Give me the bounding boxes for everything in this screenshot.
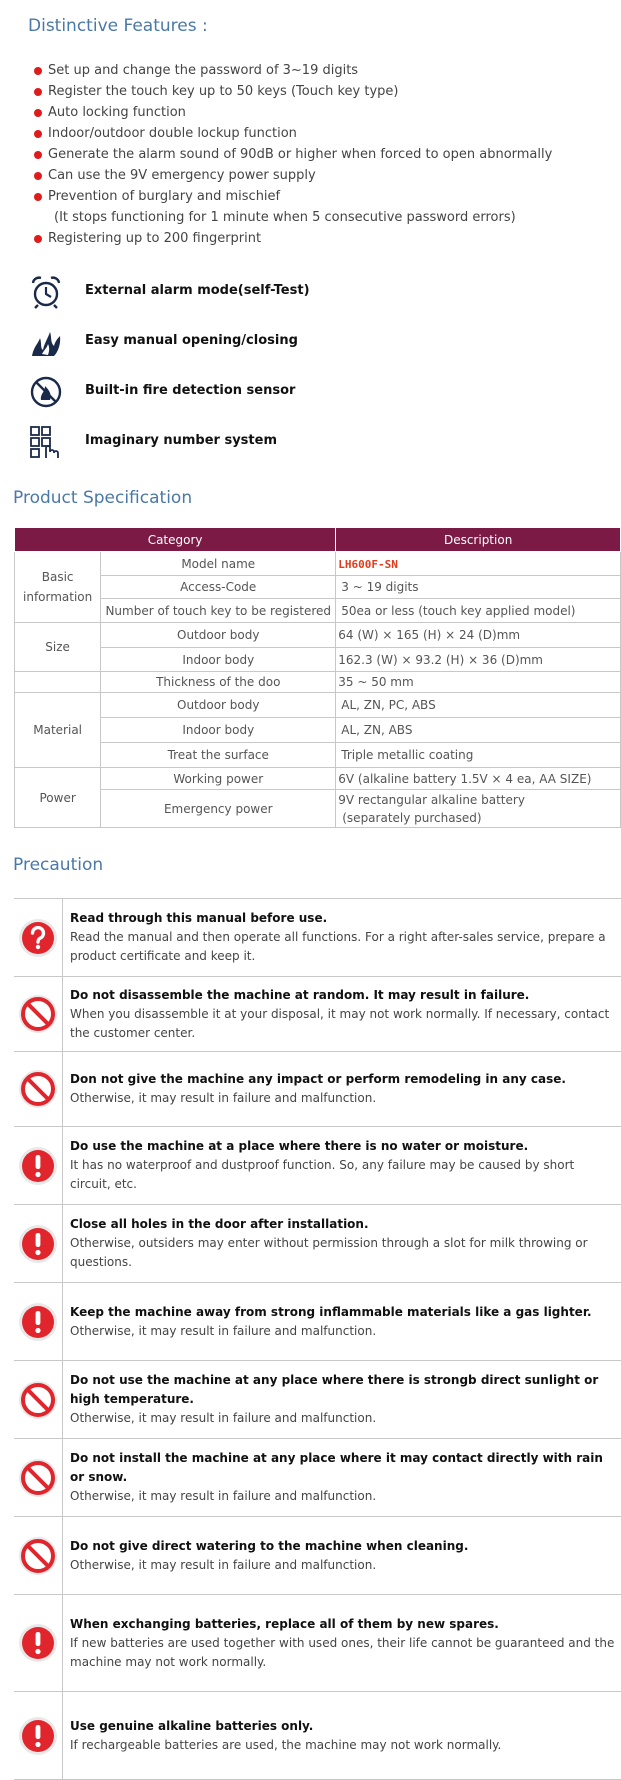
warning-icon (17, 1622, 59, 1664)
precaution-icon-cell (14, 1283, 63, 1360)
precaution-body: Otherwise, it may result in failure and malfunction. (70, 1411, 377, 1425)
precaution-title: Do use the machine at a place where there is no water or moisture. (70, 1139, 529, 1153)
alarm-clock-icon (28, 274, 64, 310)
row-label: Working power (101, 768, 336, 790)
fire-sensor-icon (28, 374, 64, 410)
bullet-icon (34, 88, 42, 96)
precaution-icon-cell (14, 1052, 63, 1126)
precaution-icon-cell (14, 1595, 63, 1691)
model-name-value: LH600F-SN (338, 557, 398, 571)
precaution-icon-cell (14, 1205, 63, 1282)
row-value: (separately purchased) (342, 810, 482, 825)
precaution-title: Use genuine alkaline batteries only. (70, 1718, 314, 1733)
table-row (15, 718, 621, 743)
row-value: 9V rectangular alkaline battery (338, 792, 525, 807)
precaution-item (14, 1517, 621, 1595)
group-power: Power (15, 768, 101, 828)
precaution-item (14, 1692, 621, 1780)
table-row (15, 743, 621, 768)
function-item-manual (28, 322, 588, 362)
precaution-body: Otherwise, outsiders may enter without permission through a slot for milk throwing or questions. (70, 1236, 588, 1269)
precaution-item (14, 1283, 621, 1361)
precaution-title: Do not install the machine at any place where it may contact directly with rain or snow. (70, 1451, 603, 1484)
precaution-icon-cell (14, 977, 63, 1051)
row-value: AL, ZN, ABS (336, 718, 621, 743)
list-item: Prevention of burglary and mischief (34, 186, 552, 207)
row-label: Number of touch key to be registered (101, 599, 336, 623)
precaution-item (14, 899, 621, 977)
row-label: Outdoor body (101, 693, 336, 718)
table-row (15, 552, 621, 576)
row-label: Indoor body (101, 718, 336, 743)
group-material: Material (15, 693, 101, 768)
precaution-item (14, 1205, 621, 1283)
bullet-icon (34, 109, 42, 117)
warning-icon (17, 1301, 59, 1343)
row-value: 50ea or less (touch key applied model) (336, 599, 621, 623)
bullet-icon (34, 193, 42, 201)
warning-icon (17, 1223, 59, 1265)
precaution-body: Otherwise, it may result in failure and malfunction. (70, 1091, 377, 1105)
table-row (15, 623, 621, 648)
function-item-alarm (28, 272, 588, 312)
prohibit-icon (17, 1379, 59, 1421)
precaution-title: Do not disassemble the machine at random. It may result in failure. (70, 987, 530, 1002)
precaution-body: Otherwise, it may result in failure and malfunction. (70, 1557, 377, 1572)
prohibit-icon (17, 1068, 59, 1110)
function-label: Built-in fire detection sensor (85, 383, 296, 398)
precaution-list (14, 898, 621, 1780)
precaution-title: Don not give the machine any impact or perform remodeling in any case. (70, 1072, 566, 1086)
row-label: Treat the surface (101, 743, 336, 768)
row-label: Outdoor body (101, 623, 336, 648)
table-row (15, 693, 621, 718)
features-list (34, 60, 552, 249)
precaution-item (14, 1052, 621, 1127)
row-value: 35 ~ 50 mm (336, 672, 621, 693)
precaution-item (14, 1127, 621, 1205)
precaution-body: When you disassemble it at your disposal, it may not work normally. If necessary, contact the customer center. (70, 1006, 610, 1040)
table-row (15, 768, 621, 790)
precaution-body: Otherwise, it may result in failure and malfunction. (70, 1489, 377, 1503)
precaution-icon-cell (14, 1127, 63, 1204)
keypad-icon (28, 424, 64, 460)
spec-heading: Product Specification (13, 488, 193, 508)
list-item: Indoor/outdoor double lockup function (34, 123, 552, 144)
precaution-body: If new batteries are used together with used ones, their life cannot be guaranteed and the machine may not work normally. (70, 1635, 615, 1669)
precaution-body: Read the manual and then operate all functions. For a right after-sales service, prepare a product certificate and keep it. (70, 930, 606, 963)
list-item: Auto locking function (34, 102, 552, 123)
warning-icon (17, 1715, 59, 1757)
row-label: Thickness of the doo (101, 672, 336, 693)
row-label: Indoor body (101, 648, 336, 672)
precaution-heading: Precaution (13, 855, 104, 875)
table-header (15, 528, 621, 552)
table-row (15, 599, 621, 623)
precaution-title: Read through this manual before use. (70, 911, 328, 925)
list-item: Can use the 9V emergency power supply (34, 165, 552, 186)
row-label: Emergency power (101, 790, 336, 828)
bullet-icon (34, 130, 42, 138)
precaution-title: Keep the machine away from strong inflammable materials like a gas lighter. (70, 1304, 592, 1319)
prohibit-icon (17, 993, 59, 1035)
precaution-title: Close all holes in the door after installation. (70, 1217, 369, 1231)
list-item: Generate the alarm sound of 90dB or higher when forced to open abnormally (34, 144, 552, 165)
manual-open-icon (28, 324, 64, 360)
row-label: Model name (101, 552, 336, 576)
precaution-icon-cell (14, 1439, 63, 1516)
function-label: Imaginary number system (85, 433, 277, 448)
table-row (15, 672, 621, 693)
spec-table (14, 527, 621, 828)
precaution-icon-cell (14, 1361, 63, 1438)
table-row (15, 576, 621, 599)
header-description: Description (336, 528, 621, 552)
empty-cell (15, 672, 101, 693)
function-item-fire (28, 372, 588, 412)
bullet-icon (34, 67, 42, 75)
row-value: AL, ZN, PC, ABS (336, 693, 621, 718)
question-icon (17, 917, 59, 959)
list-item: Registering up to 200 fingerprint (34, 228, 552, 249)
row-value: 6V (alkaline battery 1.5V × 4 ea, AA SIZE) (336, 768, 621, 790)
precaution-title: Do not give direct watering to the machine when cleaning. (70, 1538, 469, 1553)
table-row (15, 648, 621, 672)
group-size: Size (15, 623, 101, 672)
list-item: Set up and change the password of 3~19 digits (34, 60, 552, 81)
header-category: Category (15, 528, 336, 552)
precaution-item (14, 977, 621, 1052)
bullet-icon (34, 151, 42, 159)
row-value: Triple metallic coating (336, 743, 621, 768)
row-label: Access-Code (101, 576, 336, 599)
precaution-body: If rechargeable batteries are used, the machine may not work normally. (70, 1737, 502, 1752)
precaution-item (14, 1361, 621, 1439)
precaution-body: Otherwise, it may result in failure and malfunction. (70, 1323, 377, 1338)
prohibit-icon (17, 1535, 59, 1577)
function-item-keypad (28, 422, 588, 462)
list-item: Register the touch key up to 50 keys (Touch key type) (34, 81, 552, 102)
precaution-item (14, 1439, 621, 1517)
prohibit-icon (17, 1457, 59, 1499)
precaution-icon-cell (14, 1692, 63, 1779)
bullet-icon (34, 172, 42, 180)
table-row (15, 790, 621, 828)
row-value: 162.3 (W) × 93.2 (H) × 36 (D)mm (336, 648, 621, 672)
precaution-icon-cell (14, 1517, 63, 1594)
function-label: External alarm mode(self-Test) (85, 283, 310, 298)
precaution-title: Do not use the machine at any place where there is strongb direct sunlight or high temperature. (70, 1373, 599, 1406)
precaution-body: It has no waterproof and dustproof function. So, any failure may be caused by short circuit, etc. (70, 1158, 575, 1191)
function-label: Easy manual opening/closing (85, 333, 298, 348)
bullet-icon (34, 235, 42, 243)
list-item-note: (It stops functioning for 1 minute when 5 consecutive password errors) (54, 210, 516, 225)
precaution-title: When exchanging batteries, replace all of them by new spares. (70, 1616, 499, 1631)
features-heading: Distinctive Features : (28, 16, 208, 36)
row-value: 64 (W) × 165 (H) × 24 (D)mm (336, 623, 621, 648)
group-basic: Basic information (15, 552, 101, 623)
precaution-icon-cell (14, 899, 63, 976)
row-value: 3 ~ 19 digits (336, 576, 621, 599)
warning-icon (17, 1145, 59, 1187)
precaution-item (14, 1595, 621, 1692)
